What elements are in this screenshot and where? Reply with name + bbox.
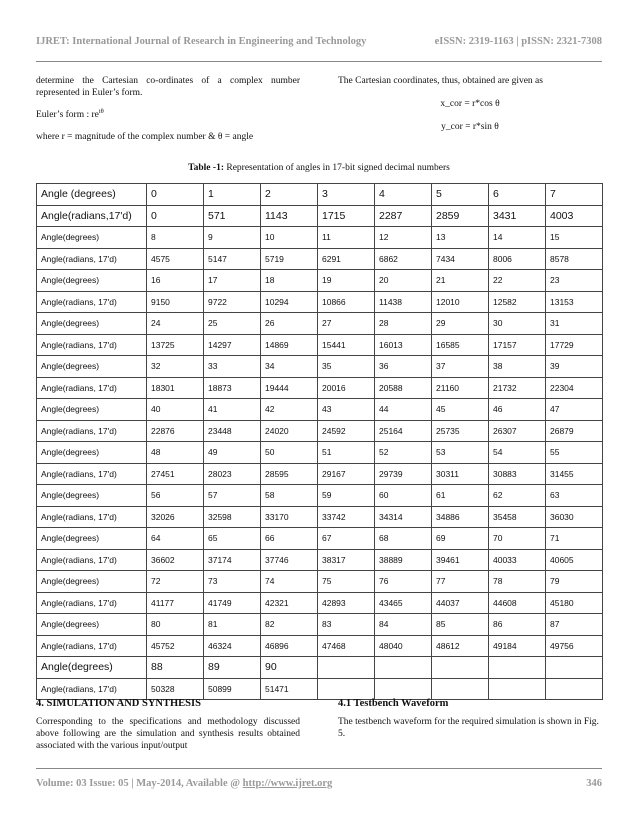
radians-row: [37, 205, 603, 227]
row-header-cell: Angle (degrees): [37, 184, 147, 206]
table-cell: 68: [375, 528, 432, 550]
table-cell: 8: [147, 227, 204, 249]
table-cell: 29167: [318, 463, 375, 485]
table-cell: 32598: [204, 506, 261, 528]
row-header-cell: Angle(radians, 17'd): [37, 549, 147, 571]
row-header-cell: Angle(radians, 17'd): [37, 291, 147, 313]
cartesian-intro: The Cartesian coordinates, thus, obtained are given as: [338, 76, 543, 86]
table-cell: 34: [261, 356, 318, 378]
row-header-cell: Angle(degrees): [37, 528, 147, 550]
table-cell: 32026: [147, 506, 204, 528]
table-cell: [432, 678, 489, 700]
table-cell: 72: [147, 571, 204, 593]
table-cell: [546, 678, 603, 700]
table-cell: 66: [261, 528, 318, 550]
table-cell: 35: [318, 356, 375, 378]
table-cell: 29739: [375, 463, 432, 485]
table-cell: 13725: [147, 334, 204, 356]
table-cell: 81: [204, 614, 261, 636]
table-cell: 49184: [489, 635, 546, 657]
table-cell: 49: [204, 442, 261, 464]
table-cell: 21: [432, 270, 489, 292]
table-cell: 48040: [375, 635, 432, 657]
table-cell: [489, 657, 546, 679]
table-cell: 2859: [432, 205, 489, 227]
table-cell: 74: [261, 571, 318, 593]
degrees-row: [37, 356, 603, 378]
degrees-row: [37, 528, 603, 550]
table-cell: 89: [204, 657, 261, 679]
table-cell: 42: [261, 399, 318, 421]
table-cell: 12: [375, 227, 432, 249]
table-cell: 7: [546, 184, 603, 206]
table-cell: 11438: [375, 291, 432, 313]
table-cell: 571: [204, 205, 261, 227]
table-cell: 62: [489, 485, 546, 507]
table-cell: 16013: [375, 334, 432, 356]
table-cell: 16585: [432, 334, 489, 356]
radians-row: [37, 635, 603, 657]
table-cell: 0: [147, 184, 204, 206]
table-cell: 37746: [261, 549, 318, 571]
degrees-row: [37, 571, 603, 593]
row-header-cell: Angle(radians, 17'd): [37, 334, 147, 356]
table-cell: 28023: [204, 463, 261, 485]
table-cell: 39: [546, 356, 603, 378]
table-cell: 76: [375, 571, 432, 593]
degrees-row: [37, 485, 603, 507]
table-cell: 41749: [204, 592, 261, 614]
radians-row: [37, 549, 603, 571]
footer-volume-text: Volume: 03 Issue: 05 | May-2014, Available @: [36, 778, 243, 789]
table-cell: 23: [546, 270, 603, 292]
table-cell: 15: [546, 227, 603, 249]
table-cell: 53: [432, 442, 489, 464]
table-cell: 84: [375, 614, 432, 636]
table-cell: 38317: [318, 549, 375, 571]
table-cell: 36030: [546, 506, 603, 528]
header-rule: [36, 61, 602, 62]
y-coordinate-equation: y_cor = r*sin θ: [441, 122, 499, 132]
table-caption-label: Table -1:: [188, 163, 224, 173]
table-cell: 28: [375, 313, 432, 335]
table-cell: 61: [432, 485, 489, 507]
euler-form-line: [36, 109, 300, 121]
row-header-cell: Angle(radians, 17'd): [37, 678, 147, 700]
table-cell: 24: [147, 313, 204, 335]
running-footer: [36, 778, 602, 789]
right-intro-column: [338, 75, 602, 133]
table-cell: 34886: [432, 506, 489, 528]
row-header-cell: Angle(degrees): [37, 485, 147, 507]
table-cell: [432, 657, 489, 679]
table-cell: 36602: [147, 549, 204, 571]
table-cell: 10: [261, 227, 318, 249]
table-cell: 25164: [375, 420, 432, 442]
table-cell: 13: [432, 227, 489, 249]
table-cell: [375, 657, 432, 679]
table-cell: 47468: [318, 635, 375, 657]
table-cell: 18: [261, 270, 318, 292]
degrees-row: [37, 442, 603, 464]
table-cell: 42321: [261, 592, 318, 614]
euler-exponent: iθ: [98, 107, 104, 115]
table-cell: 83: [318, 614, 375, 636]
degrees-row: [37, 313, 603, 335]
table-cell: 56: [147, 485, 204, 507]
table-cell: 21160: [432, 377, 489, 399]
table-cell: 27: [318, 313, 375, 335]
table-cell: 7434: [432, 248, 489, 270]
table-cell: 26879: [546, 420, 603, 442]
table-cell: 33170: [261, 506, 318, 528]
table-cell: 44037: [432, 592, 489, 614]
row-header-cell: Angle(radians,17'd): [37, 205, 147, 227]
table-cell: 8006: [489, 248, 546, 270]
table-cell: 35458: [489, 506, 546, 528]
row-header-cell: Angle(degrees): [37, 614, 147, 636]
table-cell: 3431: [489, 205, 546, 227]
table-cell: 12010: [432, 291, 489, 313]
degrees-row: [37, 657, 603, 679]
row-header-cell: Angle(radians, 17'd): [37, 635, 147, 657]
table-cell: 0: [147, 205, 204, 227]
table-cell: [375, 678, 432, 700]
table-cell: 4575: [147, 248, 204, 270]
table-cell: 4: [375, 184, 432, 206]
table-cell: [318, 657, 375, 679]
table-cell: 44608: [489, 592, 546, 614]
table-cell: 6: [489, 184, 546, 206]
table-cell: 10866: [318, 291, 375, 313]
table-cell: 26: [261, 313, 318, 335]
table-cell: 12582: [489, 291, 546, 313]
journal-website-link[interactable]: http://www.ijret.org: [242, 778, 333, 789]
euler-form-text: Euler’s form : re: [36, 110, 99, 120]
radians-row: [37, 248, 603, 270]
table-cell: 21732: [489, 377, 546, 399]
table-cell: 49756: [546, 635, 603, 657]
table-body: [37, 184, 603, 700]
table-cell: 5: [432, 184, 489, 206]
row-header-cell: Angle(degrees): [37, 356, 147, 378]
table-cell: 37: [432, 356, 489, 378]
table-cell: 13153: [546, 291, 603, 313]
table-cell: 19444: [261, 377, 318, 399]
table-cell: 44: [375, 399, 432, 421]
table-cell: 79: [546, 571, 603, 593]
table-cell: 1143: [261, 205, 318, 227]
table-cell: 17: [204, 270, 261, 292]
radians-row: [37, 377, 603, 399]
table-cell: 40: [147, 399, 204, 421]
table-cell: 22304: [546, 377, 603, 399]
radians-row: [37, 420, 603, 442]
table-cell: 73: [204, 571, 261, 593]
table-cell: 48: [147, 442, 204, 464]
table-cell: [318, 678, 375, 700]
table-cell: 45: [432, 399, 489, 421]
table-cell: 16: [147, 270, 204, 292]
table-cell: 9150: [147, 291, 204, 313]
row-header-cell: Angle(radians, 17'd): [37, 377, 147, 399]
table-cell: 69: [432, 528, 489, 550]
table-cell: 27451: [147, 463, 204, 485]
footer-rule: [36, 768, 602, 769]
table-cell: 18873: [204, 377, 261, 399]
row-header-cell: Angle(radians, 17'd): [37, 592, 147, 614]
row-header-cell: Angle(radians, 17'd): [37, 463, 147, 485]
table-cell: 17729: [546, 334, 603, 356]
table-cell: 90: [261, 657, 318, 679]
table-cell: 45752: [147, 635, 204, 657]
journal-title: IJRET: International Journal of Research in Engineering and Technology: [36, 36, 367, 47]
table-cell: 51471: [261, 678, 318, 700]
radians-row: [37, 334, 603, 356]
table-cell: 26307: [489, 420, 546, 442]
degrees-row: [37, 270, 603, 292]
table-cell: 39461: [432, 549, 489, 571]
table-cell: 1: [204, 184, 261, 206]
table-cell: 9722: [204, 291, 261, 313]
table-cell: 14869: [261, 334, 318, 356]
table-cell: 63: [546, 485, 603, 507]
table-cell: 46: [489, 399, 546, 421]
left-intro-column: [36, 75, 300, 143]
table-cell: 38: [489, 356, 546, 378]
table-cell: 31455: [546, 463, 603, 485]
table-cell: 46324: [204, 635, 261, 657]
table-cell: 42893: [318, 592, 375, 614]
table-cell: 32: [147, 356, 204, 378]
page-number: 346: [586, 778, 602, 789]
table-cell: 71: [546, 528, 603, 550]
table-cell: 2287: [375, 205, 432, 227]
table-cell: 19: [318, 270, 375, 292]
section-4-body: Corresponding to the specifications and methodology discussed above following are the simulation and synthesis results obtained associated with the various input/output: [36, 717, 300, 751]
row-header-cell: Angle(degrees): [37, 313, 147, 335]
table-cell: 47: [546, 399, 603, 421]
section-4-1-body: The testbench waveform for the required simulation is shown in Fig. 5.: [338, 717, 599, 739]
table-cell: 34314: [375, 506, 432, 528]
table-cell: [489, 678, 546, 700]
table-cell: 14297: [204, 334, 261, 356]
table-cell: 50328: [147, 678, 204, 700]
table-cell: 41177: [147, 592, 204, 614]
table-cell: 78: [489, 571, 546, 593]
table-cell: 87: [546, 614, 603, 636]
table-cell: 41: [204, 399, 261, 421]
table-cell: 86: [489, 614, 546, 636]
table-cell: 45180: [546, 592, 603, 614]
table-cell: 5147: [204, 248, 261, 270]
table-cell: 22876: [147, 420, 204, 442]
table-cell: 28595: [261, 463, 318, 485]
table-cell: 18301: [147, 377, 204, 399]
where-definition: where r = magnitude of the complex number & θ = angle: [36, 132, 254, 142]
table-cell: 77: [432, 571, 489, 593]
degrees-row: [37, 227, 603, 249]
table-cell: 60: [375, 485, 432, 507]
footer-volume-info: [36, 778, 332, 789]
table-cell: 88: [147, 657, 204, 679]
table-cell: 24592: [318, 420, 375, 442]
table-cell: 48612: [432, 635, 489, 657]
table-cell: 29: [432, 313, 489, 335]
table-cell: 8578: [546, 248, 603, 270]
table-cell: 17157: [489, 334, 546, 356]
row-header-cell: Angle(degrees): [37, 399, 147, 421]
section-4-title: 4. SIMULATION AND SYNTHESIS: [36, 698, 201, 709]
table-cell: 58: [261, 485, 318, 507]
table-cell: 20016: [318, 377, 375, 399]
table-cell: 6862: [375, 248, 432, 270]
table-cell: 24020: [261, 420, 318, 442]
table-cell: 25735: [432, 420, 489, 442]
section-4-1-title: 4.1 Testbench Waveform: [338, 698, 449, 709]
table-cell: 59: [318, 485, 375, 507]
table-cell: 52: [375, 442, 432, 464]
table-cell: 5719: [261, 248, 318, 270]
table-cell: 43: [318, 399, 375, 421]
table-cell: 82: [261, 614, 318, 636]
table-cell: 64: [147, 528, 204, 550]
table-cell: 75: [318, 571, 375, 593]
table-cell: 33742: [318, 506, 375, 528]
table-cell: 14: [489, 227, 546, 249]
table-cell: 51: [318, 442, 375, 464]
table-cell: 15441: [318, 334, 375, 356]
table-cell: 80: [147, 614, 204, 636]
table-cell: 6291: [318, 248, 375, 270]
table-cell: 36: [375, 356, 432, 378]
table-cell: 50899: [204, 678, 261, 700]
table-cell: 1715: [318, 205, 375, 227]
table-cell: 23448: [204, 420, 261, 442]
table-cell: 4003: [546, 205, 603, 227]
table-cell: 55: [546, 442, 603, 464]
table-cell: 85: [432, 614, 489, 636]
radians-row: [37, 506, 603, 528]
table-cell: 54: [489, 442, 546, 464]
row-header-cell: Angle(degrees): [37, 270, 147, 292]
table-cell: 25: [204, 313, 261, 335]
table-caption-text: Representation of angles in 17-bit signed decimal numbers: [223, 163, 450, 173]
table-caption: [36, 163, 602, 173]
table-cell: 9: [204, 227, 261, 249]
table-cell: 3: [318, 184, 375, 206]
radians-row: [37, 678, 603, 700]
row-header-cell: Angle(degrees): [37, 657, 147, 679]
table-cell: 33: [204, 356, 261, 378]
table-cell: 11: [318, 227, 375, 249]
table-cell: 40605: [546, 549, 603, 571]
angle-representation-table: [36, 183, 603, 700]
table-cell: [546, 657, 603, 679]
table-cell: 57: [204, 485, 261, 507]
row-header-cell: Angle(radians, 17'd): [37, 248, 147, 270]
table-cell: 10294: [261, 291, 318, 313]
table-cell: 65: [204, 528, 261, 550]
table-cell: 20588: [375, 377, 432, 399]
x-coordinate-equation: x_cor = r*cos θ: [440, 99, 500, 109]
running-header: [36, 36, 602, 47]
degrees-row: [37, 614, 603, 636]
issn-info: eISSN: 2319-1163 | pISSN: 2321-7308: [434, 36, 602, 47]
intro-paragraph: determine the Cartesian co-ordinates of a complex number represented in Euler’s form.: [36, 76, 300, 98]
table-cell: 30: [489, 313, 546, 335]
table-cell: 2: [261, 184, 318, 206]
row-header-cell: Angle(degrees): [37, 571, 147, 593]
radians-row: [37, 291, 603, 313]
table-cell: 22: [489, 270, 546, 292]
table-cell: 50: [261, 442, 318, 464]
table-cell: 46896: [261, 635, 318, 657]
row-header-cell: Angle(radians, 17'd): [37, 506, 147, 528]
degrees-row: [37, 184, 603, 206]
degrees-row: [37, 399, 603, 421]
table-cell: 20: [375, 270, 432, 292]
table-cell: 30311: [432, 463, 489, 485]
table-cell: 38889: [375, 549, 432, 571]
radians-row: [37, 463, 603, 485]
table-cell: 31: [546, 313, 603, 335]
row-header-cell: Angle(degrees): [37, 227, 147, 249]
table-cell: 70: [489, 528, 546, 550]
radians-row: [37, 592, 603, 614]
table-cell: 43465: [375, 592, 432, 614]
row-header-cell: Angle(degrees): [37, 442, 147, 464]
table-cell: 37174: [204, 549, 261, 571]
row-header-cell: Angle(radians, 17'd): [37, 420, 147, 442]
table-cell: 67: [318, 528, 375, 550]
table-cell: 40033: [489, 549, 546, 571]
table-cell: 30883: [489, 463, 546, 485]
